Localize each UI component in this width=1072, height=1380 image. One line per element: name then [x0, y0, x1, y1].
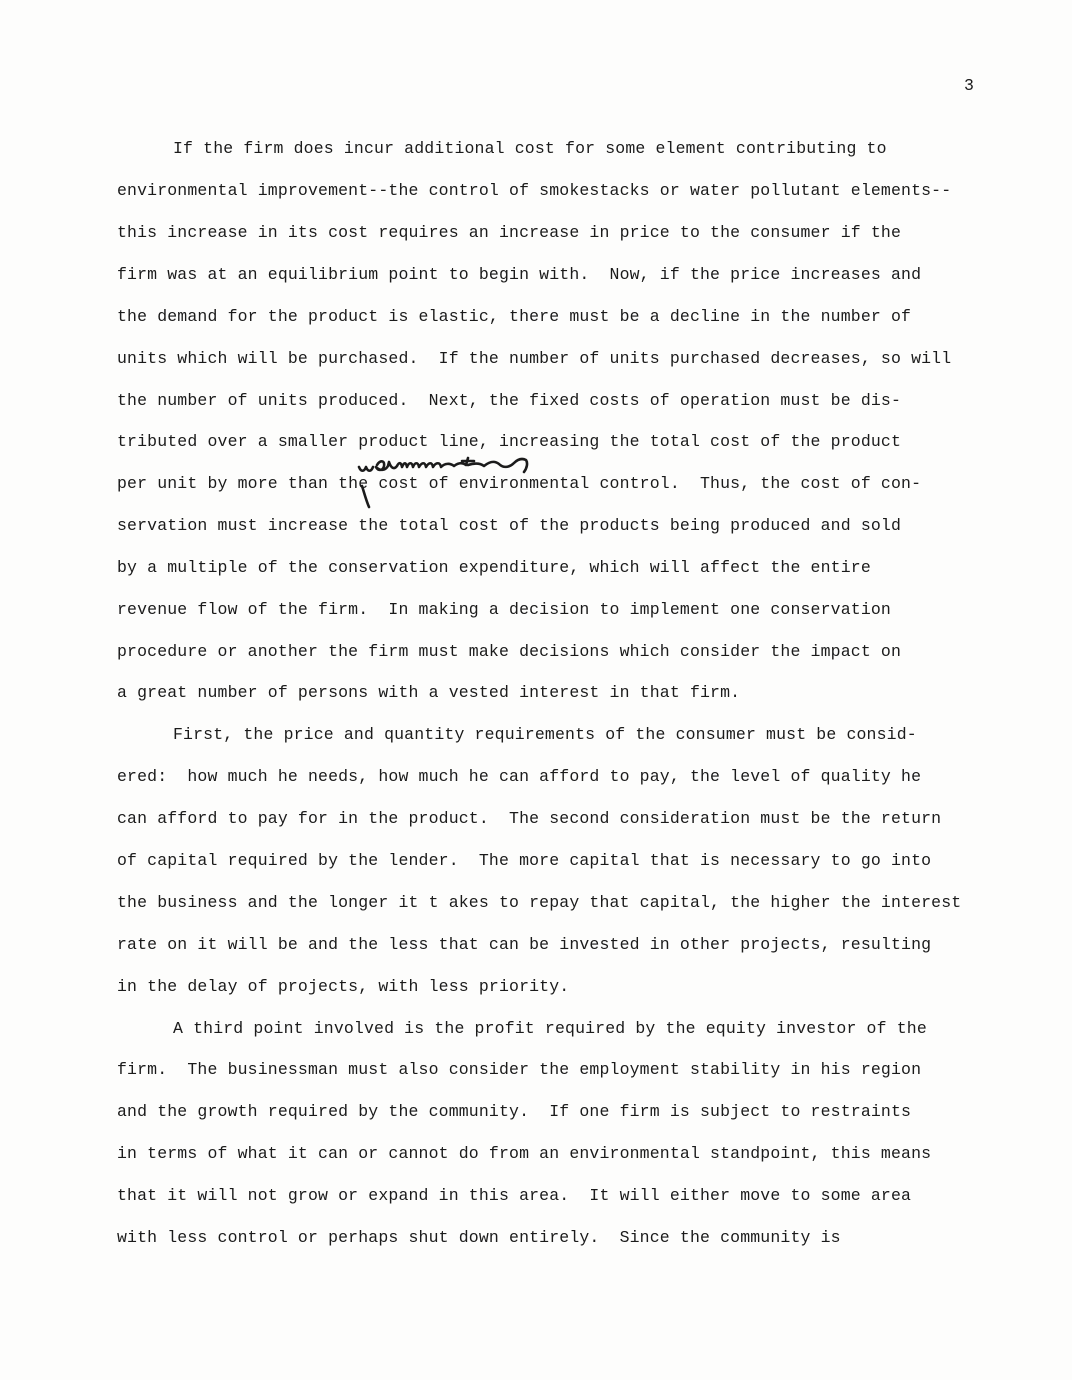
text-line: rate on it will be and the less that can be invested in other projects, resulting — [117, 935, 932, 954]
text-line: that it will not grow or expand in this area. It will either move to some area — [117, 1186, 912, 1205]
text-line: firm. The businessman must also consider the employment stability in his region — [117, 1060, 922, 1079]
text-line: units which will be purchased. If the number of units purchased decreases, so will — [117, 349, 952, 368]
text-line: per unit by more than the cost of environmental control. Thus, the cost of con- — [117, 474, 922, 493]
text-line: tributed over a smaller product line, increasing the total cost of the product — [117, 432, 902, 451]
text-line: the demand for the product is elastic, there must be a decline in the number of — [117, 307, 912, 326]
text-line: revenue flow of the firm. In making a decision to implement one conservation — [117, 600, 891, 619]
text-line: in the delay of projects, with less priority. — [117, 977, 570, 996]
text-line: and the growth required by the community. If one firm is subject to restraints — [117, 1102, 912, 1121]
text-line: First, the price and quantity requirements of the consumer must be consid- — [173, 725, 917, 744]
text-line: the business and the longer it t akes to repay that capital, the higher the interest — [117, 893, 962, 912]
text-line: If the firm does incur additional cost for some element contributing to — [173, 139, 887, 158]
text-line: A third point involved is the profit required by the equity investor of the — [173, 1019, 927, 1038]
text-line: can afford to pay for in the product. The second consideration must be the return — [117, 809, 942, 828]
text-line: ered: how much he needs, how much he can afford to pay, the level of quality he — [117, 767, 922, 786]
handwritten-insertion-mark — [356, 450, 534, 514]
text-line: procedure or another the firm must make decisions which consider the impact on — [117, 642, 902, 661]
text-line: firm was at an equilibrium point to begin with. Now, if the price increases and — [117, 265, 922, 284]
text-line: a great number of persons with a vested interest in that firm. — [117, 683, 741, 702]
text-line: of capital required by the lender. The more capital that is necessary to go into — [117, 851, 932, 870]
text-line: with less control or perhaps shut down entirely. Since the community is — [117, 1228, 841, 1247]
text-line: this increase in its cost requires an increase in price to the consumer if the — [117, 223, 902, 242]
text-line: servation must increase the total cost of the products being produced and sold — [117, 516, 902, 535]
text-line: by a multiple of the conservation expenditure, which will affect the entire — [117, 558, 871, 577]
text-line: in terms of what it can or cannot do from an environmental standpoint, this means — [117, 1144, 932, 1163]
page-number: 3 — [964, 76, 974, 95]
text-line: the number of units produced. Next, the fixed costs of operation must be dis- — [117, 391, 902, 410]
text-line: environmental improvement--the control of smokestacks or water pollutant elements-- — [117, 181, 952, 200]
